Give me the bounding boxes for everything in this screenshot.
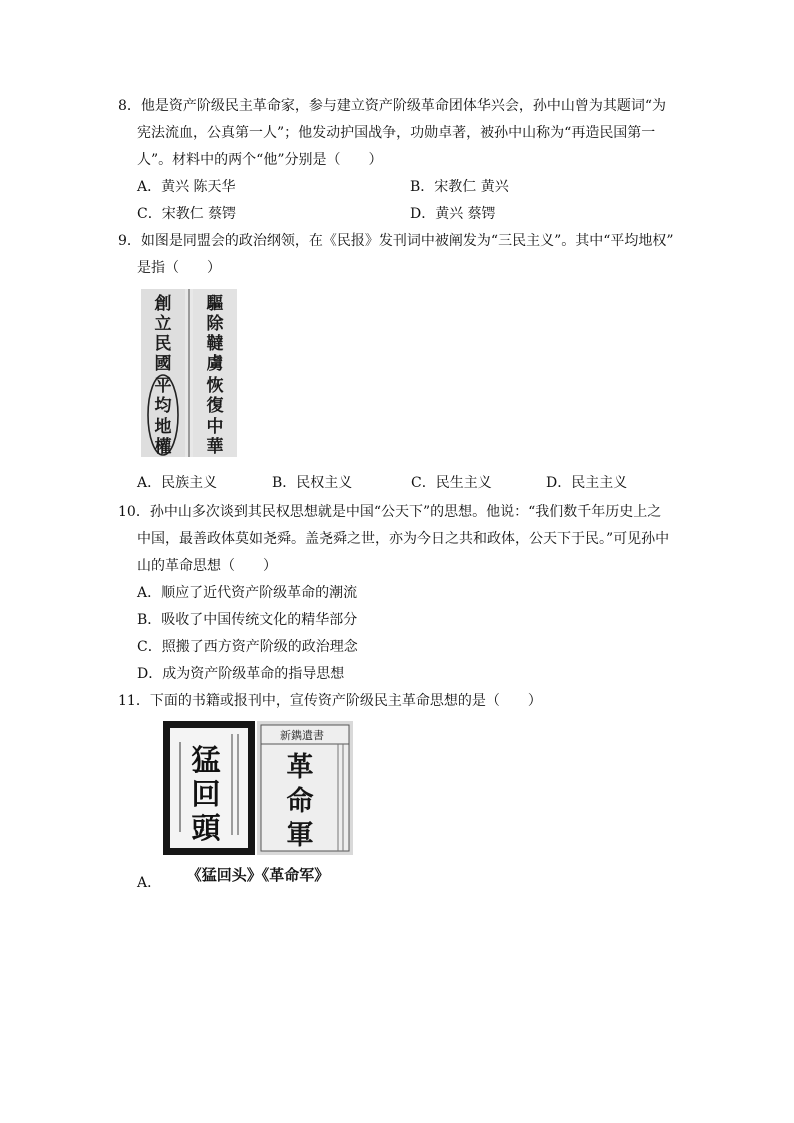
book2-title-char-1: 革 bbox=[286, 752, 314, 783]
program-right-char-6: 復 bbox=[206, 396, 224, 416]
program-right-char-5: 恢 bbox=[206, 376, 224, 396]
q10-option-c[interactable]: C．照搬了西方资产阶级的政治理念 bbox=[137, 639, 358, 655]
q9-option-c[interactable]: C．民生主义 bbox=[411, 475, 492, 491]
program-right-char-4: 虜 bbox=[206, 354, 224, 374]
q8-option-c[interactable]: C．宋教仁 蔡锷 bbox=[137, 206, 237, 222]
q9-line-2: 是指（ ） bbox=[137, 260, 221, 276]
program-left-char-8: 權 bbox=[154, 437, 172, 457]
q8-line-1: 8．他是资产阶级民主革命家，参与建立资产阶级革命团体华兴会，孙中山曾为其题词“为 bbox=[118, 98, 667, 114]
q8-option-a[interactable]: A．黄兴 陈天华 bbox=[137, 179, 236, 195]
program-right-char-3: 韃 bbox=[206, 334, 224, 354]
q11-option-a[interactable]: A． bbox=[137, 875, 162, 891]
program-left-char-6: 均 bbox=[154, 396, 172, 416]
q10-option-d[interactable]: D．成为资产阶级革命的指导思想 bbox=[137, 666, 345, 682]
book2-title-char-3: 軍 bbox=[286, 820, 314, 851]
q10-option-b[interactable]: B．吸收了中国传统文化的精华部分 bbox=[137, 612, 358, 628]
program-left-char-1: 創 bbox=[154, 294, 172, 314]
book2-header: 新鐫遺書 bbox=[280, 729, 324, 742]
program-left-char-7: 地 bbox=[154, 417, 172, 437]
q10-line-2: 中国，最善政体莫如尧舜。盖尧舜之世，亦为今日之共和政体，公天下于民。”可见孙中 bbox=[137, 531, 670, 547]
q8-option-b[interactable]: B．宋教仁 黄兴 bbox=[410, 179, 509, 195]
program-left-char-4: 國 bbox=[154, 354, 172, 374]
program-left-char-3: 民 bbox=[154, 334, 172, 354]
q8-line-2: 宪法流血，公真第一人”；他发动护国战争，功勋卓著，被孙中山称为“再造民国第一 bbox=[137, 125, 656, 141]
q8-option-d[interactable]: D．黄兴 蔡锷 bbox=[410, 206, 496, 222]
program-right-char-7: 中 bbox=[206, 417, 224, 437]
q10-line-1: 10．孙中山多次谈到其民权思想就是中国“公天下”的思想。他说：“我们数千年历史上之 bbox=[118, 504, 662, 520]
q9-line-1: 9．如图是同盟会的政治纲领，在《民报》发刊词中被阐发为“三民主义”。其中“平均地权” bbox=[118, 233, 674, 249]
book1-title-char-2: 回 bbox=[191, 777, 221, 811]
q8-line-3: 人”。材料中的两个“他”分别是（ ） bbox=[137, 152, 383, 168]
tongmenghui-program-image bbox=[141, 289, 237, 457]
program-right-char-2: 除 bbox=[206, 314, 224, 334]
book1-title-char-1: 猛 bbox=[191, 743, 221, 777]
book-covers-caption: 《猛回头》《革命军》 bbox=[186, 866, 330, 884]
q10-line-3: 山的革命思想（ ） bbox=[137, 558, 277, 574]
program-left-char-5: 平 bbox=[154, 376, 172, 396]
program-left-char-2: 立 bbox=[154, 314, 172, 334]
book1-title-char-3: 頭 bbox=[191, 811, 221, 845]
q10-option-a[interactable]: A．顺应了近代资产阶级革命的潮流 bbox=[137, 585, 358, 601]
book2-title-char-2: 命 bbox=[286, 786, 314, 817]
program-right-char-8: 華 bbox=[206, 437, 224, 457]
q11-line-1: 11．下面的书籍或报刊中，宣传资产阶级民主革命思想的是（ ） bbox=[118, 693, 542, 709]
program-right-char-1: 驅 bbox=[206, 294, 224, 314]
q9-option-d[interactable]: D．民主主义 bbox=[546, 475, 628, 491]
q9-option-a[interactable]: A．民族主义 bbox=[137, 475, 218, 491]
q9-option-b[interactable]: B．民权主义 bbox=[272, 475, 353, 491]
book-covers-image bbox=[162, 720, 354, 886]
